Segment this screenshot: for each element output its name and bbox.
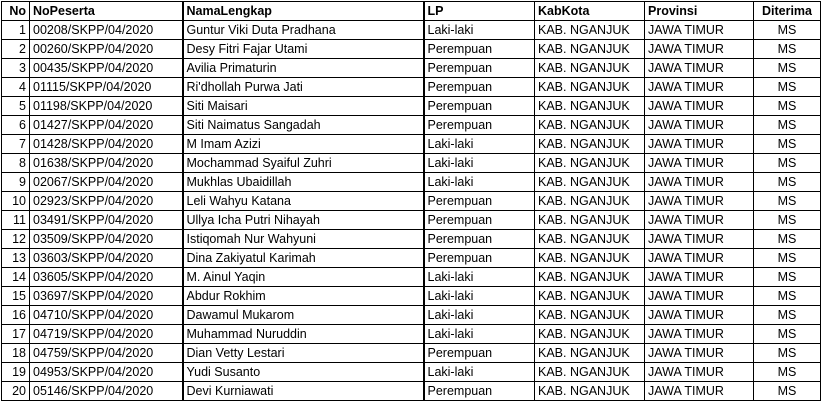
cell-kabkota: KAB. NGANJUK xyxy=(535,325,645,344)
table-row xyxy=(2,78,821,97)
table-row xyxy=(2,40,821,59)
cell-nama-lengkap: Yudi Susanto xyxy=(183,363,424,382)
cell-nama-lengkap: Desy Fitri Fajar Utami xyxy=(183,40,424,59)
cell-nama-lengkap: Dawamul Mukarom xyxy=(183,306,424,325)
cell-no-peserta: 01428/SKPP/04/2020 xyxy=(30,135,183,154)
table-row xyxy=(2,154,821,173)
cell-kabkota: KAB. NGANJUK xyxy=(535,21,645,40)
cell-provinsi: JAWA TIMUR xyxy=(645,21,754,40)
cell-no: 16 xyxy=(2,306,30,325)
cell-diterima: MS xyxy=(754,135,821,154)
cell-lp: Perempuan xyxy=(424,59,535,78)
cell-no: 20 xyxy=(2,382,30,401)
cell-kabkota: KAB. NGANJUK xyxy=(535,173,645,192)
table-row xyxy=(2,325,821,344)
cell-lp: Perempuan xyxy=(424,78,535,97)
cell-provinsi: JAWA TIMUR xyxy=(645,344,754,363)
cell-nama-lengkap: M Imam Azizi xyxy=(183,135,424,154)
table-row xyxy=(2,173,821,192)
cell-diterima: MS xyxy=(754,382,821,401)
cell-kabkota: KAB. NGANJUK xyxy=(535,382,645,401)
cell-lp: Laki-laki xyxy=(424,268,535,287)
cell-provinsi: JAWA TIMUR xyxy=(645,154,754,173)
cell-diterima: MS xyxy=(754,154,821,173)
cell-kabkota: KAB. NGANJUK xyxy=(535,287,645,306)
cell-nama-lengkap: Devi Kurniawati xyxy=(183,382,424,401)
cell-diterima: MS xyxy=(754,97,821,116)
cell-no-peserta: 04759/SKPP/04/2020 xyxy=(30,344,183,363)
cell-provinsi: JAWA TIMUR xyxy=(645,192,754,211)
table-row xyxy=(2,287,821,306)
table-row xyxy=(2,344,821,363)
cell-nama-lengkap: Ullya Icha Putri Nihayah xyxy=(183,211,424,230)
table-row xyxy=(2,249,821,268)
cell-no: 1 xyxy=(2,21,30,40)
cell-provinsi: JAWA TIMUR xyxy=(645,116,754,135)
cell-nama-lengkap: Mukhlas Ubaidillah xyxy=(183,173,424,192)
cell-no: 7 xyxy=(2,135,30,154)
cell-lp: Perempuan xyxy=(424,192,535,211)
cell-kabkota: KAB. NGANJUK xyxy=(535,344,645,363)
cell-provinsi: JAWA TIMUR xyxy=(645,78,754,97)
cell-provinsi: JAWA TIMUR xyxy=(645,325,754,344)
table-row xyxy=(2,230,821,249)
cell-no: 11 xyxy=(2,211,30,230)
cell-kabkota: KAB. NGANJUK xyxy=(535,268,645,287)
cell-no: 5 xyxy=(2,97,30,116)
cell-provinsi: JAWA TIMUR xyxy=(645,363,754,382)
cell-provinsi: JAWA TIMUR xyxy=(645,211,754,230)
cell-kabkota: KAB. NGANJUK xyxy=(535,40,645,59)
cell-diterima: MS xyxy=(754,306,821,325)
header-nama-lengkap: NamaLengkap xyxy=(183,2,424,21)
cell-lp: Perempuan xyxy=(424,382,535,401)
table-row xyxy=(2,363,821,382)
header-row xyxy=(2,2,821,21)
cell-no: 13 xyxy=(2,249,30,268)
cell-nama-lengkap: M. Ainul Yaqin xyxy=(183,268,424,287)
cell-nama-lengkap: Dina Zakiyatul Karimah xyxy=(183,249,424,268)
cell-lp: Laki-laki xyxy=(424,173,535,192)
cell-provinsi: JAWA TIMUR xyxy=(645,135,754,154)
header-provinsi: Provinsi xyxy=(645,2,754,21)
cell-no: 8 xyxy=(2,154,30,173)
cell-provinsi: JAWA TIMUR xyxy=(645,59,754,78)
cell-diterima: MS xyxy=(754,59,821,78)
cell-no-peserta: 03697/SKPP/04/2020 xyxy=(30,287,183,306)
cell-nama-lengkap: Mochammad Syaiful Zuhri xyxy=(183,154,424,173)
cell-diterima: MS xyxy=(754,192,821,211)
cell-provinsi: JAWA TIMUR xyxy=(645,268,754,287)
cell-kabkota: KAB. NGANJUK xyxy=(535,306,645,325)
cell-no: 6 xyxy=(2,116,30,135)
cell-no-peserta: 03509/SKPP/04/2020 xyxy=(30,230,183,249)
cell-lp: Perempuan xyxy=(424,230,535,249)
cell-diterima: MS xyxy=(754,268,821,287)
cell-diterima: MS xyxy=(754,211,821,230)
header-diterima: Diterima xyxy=(754,2,821,21)
cell-no: 18 xyxy=(2,344,30,363)
cell-kabkota: KAB. NGANJUK xyxy=(535,363,645,382)
table-row xyxy=(2,116,821,135)
cell-kabkota: KAB. NGANJUK xyxy=(535,154,645,173)
cell-no: 9 xyxy=(2,173,30,192)
table-row xyxy=(2,21,821,40)
cell-kabkota: KAB. NGANJUK xyxy=(535,211,645,230)
cell-no-peserta: 05146/SKPP/04/2020 xyxy=(30,382,183,401)
cell-kabkota: KAB. NGANJUK xyxy=(535,97,645,116)
cell-nama-lengkap: Siti Maisari xyxy=(183,97,424,116)
cell-lp: Laki-laki xyxy=(424,363,535,382)
cell-no-peserta: 02067/SKPP/04/2020 xyxy=(30,173,183,192)
cell-no: 10 xyxy=(2,192,30,211)
cell-no-peserta: 03603/SKPP/04/2020 xyxy=(30,249,183,268)
cell-provinsi: JAWA TIMUR xyxy=(645,40,754,59)
table-row xyxy=(2,192,821,211)
cell-no-peserta: 00260/SKPP/04/2020 xyxy=(30,40,183,59)
cell-diterima: MS xyxy=(754,325,821,344)
cell-no: 12 xyxy=(2,230,30,249)
cell-diterima: MS xyxy=(754,173,821,192)
table-row xyxy=(2,268,821,287)
table-row xyxy=(2,135,821,154)
cell-no: 3 xyxy=(2,59,30,78)
cell-lp: Laki-laki xyxy=(424,287,535,306)
cell-no-peserta: 03491/SKPP/04/2020 xyxy=(30,211,183,230)
cell-provinsi: JAWA TIMUR xyxy=(645,230,754,249)
cell-no-peserta: 02923/SKPP/04/2020 xyxy=(30,192,183,211)
cell-no: 19 xyxy=(2,363,30,382)
cell-kabkota: KAB. NGANJUK xyxy=(535,192,645,211)
cell-nama-lengkap: Abdur Rokhim xyxy=(183,287,424,306)
table-row xyxy=(2,306,821,325)
cell-no-peserta: 01427/SKPP/04/2020 xyxy=(30,116,183,135)
cell-provinsi: JAWA TIMUR xyxy=(645,249,754,268)
cell-nama-lengkap: Ri'dhollah Purwa Jati xyxy=(183,78,424,97)
cell-kabkota: KAB. NGANJUK xyxy=(535,59,645,78)
cell-diterima: MS xyxy=(754,344,821,363)
cell-nama-lengkap: Istiqomah Nur Wahyuni xyxy=(183,230,424,249)
cell-provinsi: JAWA TIMUR xyxy=(645,287,754,306)
cell-no-peserta: 04719/SKPP/04/2020 xyxy=(30,325,183,344)
cell-diterima: MS xyxy=(754,287,821,306)
cell-no-peserta: 04710/SKPP/04/2020 xyxy=(30,306,183,325)
cell-diterima: MS xyxy=(754,21,821,40)
cell-lp: Laki-laki xyxy=(424,325,535,344)
cell-provinsi: JAWA TIMUR xyxy=(645,173,754,192)
cell-nama-lengkap: Muhammad Nuruddin xyxy=(183,325,424,344)
cell-nama-lengkap: Dian Vetty Lestari xyxy=(183,344,424,363)
cell-lp: Laki-laki xyxy=(424,306,535,325)
cell-lp: Perempuan xyxy=(424,97,535,116)
cell-lp: Perempuan xyxy=(424,344,535,363)
cell-no: 14 xyxy=(2,268,30,287)
cell-no-peserta: 01115/SKPP/04/2020 xyxy=(30,78,183,97)
table-row xyxy=(2,59,821,78)
cell-lp: Perempuan xyxy=(424,211,535,230)
header-kabkota: KabKota xyxy=(535,2,645,21)
cell-lp: Perempuan xyxy=(424,116,535,135)
cell-lp: Laki-laki xyxy=(424,135,535,154)
cell-no: 15 xyxy=(2,287,30,306)
cell-no-peserta: 00435/SKPP/04/2020 xyxy=(30,59,183,78)
cell-no: 4 xyxy=(2,78,30,97)
cell-nama-lengkap: Leli Wahyu Katana xyxy=(183,192,424,211)
cell-lp: Perempuan xyxy=(424,40,535,59)
participants-table xyxy=(1,1,821,401)
cell-kabkota: KAB. NGANJUK xyxy=(535,135,645,154)
cell-kabkota: KAB. NGANJUK xyxy=(535,116,645,135)
cell-provinsi: JAWA TIMUR xyxy=(645,382,754,401)
cell-nama-lengkap: Avilia Primaturin xyxy=(183,59,424,78)
cell-diterima: MS xyxy=(754,363,821,382)
cell-no-peserta: 03605/SKPP/04/2020 xyxy=(30,268,183,287)
cell-no-peserta: 01638/SKPP/04/2020 xyxy=(30,154,183,173)
header-no-peserta: NoPeserta xyxy=(30,2,183,21)
cell-diterima: MS xyxy=(754,249,821,268)
cell-lp: Perempuan xyxy=(424,249,535,268)
header-lp: LP xyxy=(424,2,535,21)
cell-diterima: MS xyxy=(754,230,821,249)
cell-diterima: MS xyxy=(754,40,821,59)
cell-no-peserta: 01198/SKPP/04/2020 xyxy=(30,97,183,116)
cell-diterima: MS xyxy=(754,116,821,135)
cell-lp: Laki-laki xyxy=(424,154,535,173)
cell-no-peserta: 00208/SKPP/04/2020 xyxy=(30,21,183,40)
header-no: No xyxy=(2,2,30,21)
cell-nama-lengkap: Guntur Viki Duta Pradhana xyxy=(183,21,424,40)
cell-no-peserta: 04953/SKPP/04/2020 xyxy=(30,363,183,382)
table-row xyxy=(2,382,821,401)
table-body xyxy=(2,21,821,401)
cell-provinsi: JAWA TIMUR xyxy=(645,306,754,325)
cell-kabkota: KAB. NGANJUK xyxy=(535,230,645,249)
cell-kabkota: KAB. NGANJUK xyxy=(535,78,645,97)
table-row xyxy=(2,211,821,230)
cell-nama-lengkap: Siti Naimatus Sangadah xyxy=(183,116,424,135)
table-row xyxy=(2,97,821,116)
cell-lp: Laki-laki xyxy=(424,21,535,40)
cell-diterima: MS xyxy=(754,78,821,97)
cell-no: 2 xyxy=(2,40,30,59)
cell-provinsi: JAWA TIMUR xyxy=(645,97,754,116)
cell-kabkota: KAB. NGANJUK xyxy=(535,249,645,268)
cell-no: 17 xyxy=(2,325,30,344)
